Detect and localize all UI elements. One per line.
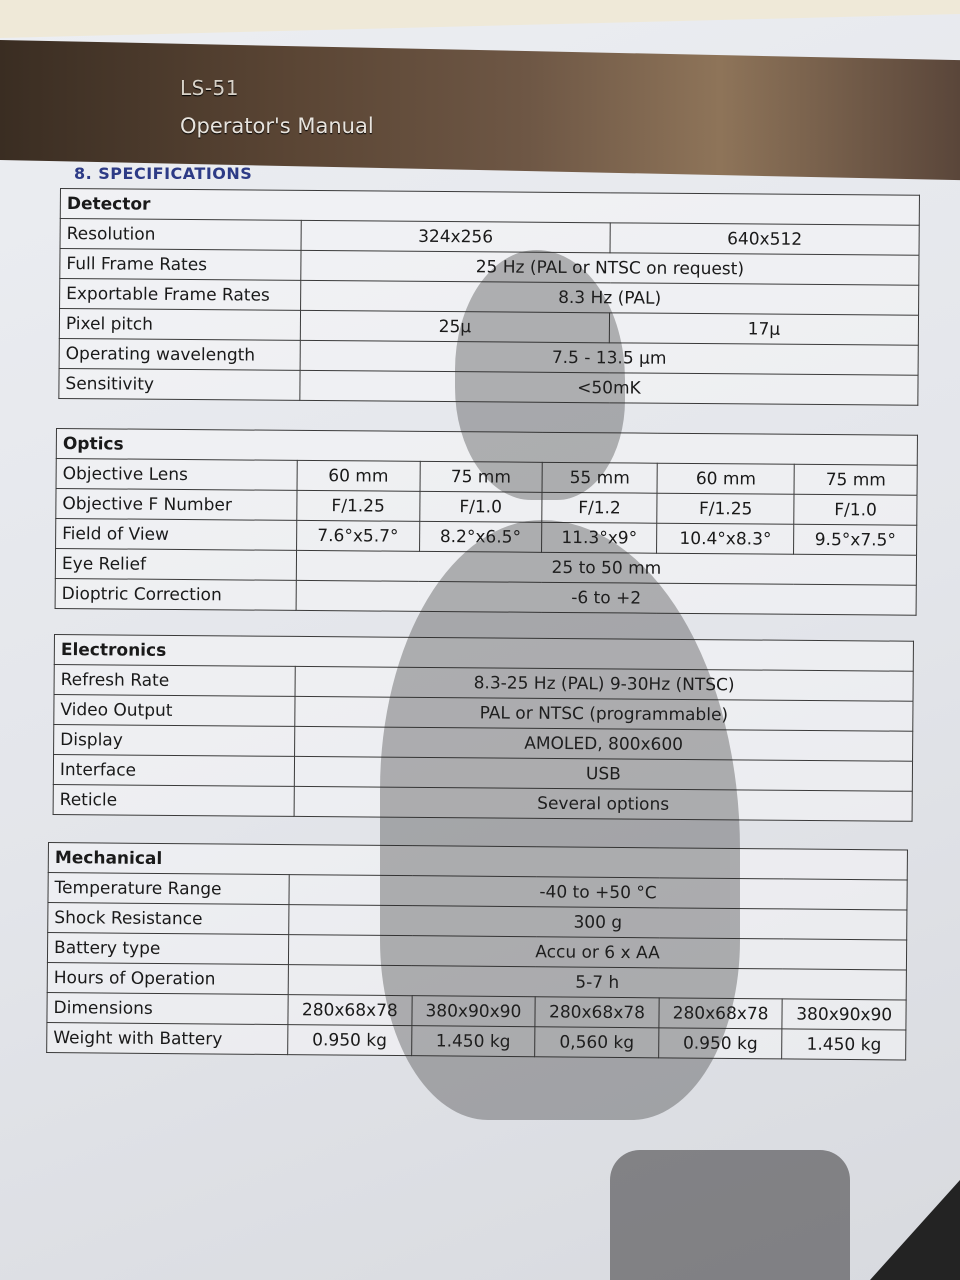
cell-value: F/1.25 [297,490,420,521]
row-label: Objective Lens [56,459,297,491]
cell-value: 9.5°x7.5° [794,524,917,555]
optics-table [55,428,918,616]
cell-value: 0.950 kg [658,1028,782,1059]
row-label: Resolution [60,219,301,251]
row-label: Sensitivity [59,368,300,400]
cell-value: 380x90x90 [412,996,536,1027]
row-label: Operating wavelength [59,338,300,370]
cell-value: 5-7 h [288,965,906,1000]
electronics-table [53,634,914,822]
cell-value: 75 mm [420,461,543,492]
row-label: Display [54,725,295,757]
cell-value: 1.450 kg [782,1029,906,1060]
row-label: Field of View [56,519,297,551]
cell-value: -40 to +50 °C [289,875,907,910]
cell-value: 0.950 kg [288,1025,412,1056]
table-row [53,784,912,821]
cell-value: USB [294,756,912,791]
table-row [55,578,916,615]
cell-value: 324x256 [301,220,610,252]
row-label: Weight with Battery [47,1022,288,1054]
cell-value: F/1.0 [419,491,542,522]
row-label: Full Frame Rates [60,249,301,281]
row-label: Reticle [53,784,294,816]
cell-value: 25 Hz (PAL or NTSC on request) [301,250,919,285]
header-band [0,40,960,180]
row-label: Dioptric Correction [55,578,296,610]
row-label: Interface [53,755,294,787]
cell-value: 17µ [609,313,918,345]
manual-code: LS-51 [180,76,240,100]
cell-value: 0,560 kg [535,1027,659,1058]
cell-value: F/1.0 [794,494,917,525]
cell-value: 75 mm [794,464,917,495]
cell-value: 10.4°x8.3° [657,523,794,554]
cell-value: 280x68x78 [659,998,783,1029]
row-label: Battery type [47,933,288,965]
cell-value: 300 g [289,905,907,940]
row-label: Temperature Range [48,873,289,905]
cell-value: 1.450 kg [411,1026,535,1057]
cell-value: 280x68x78 [288,995,412,1026]
cell-value: 7.6°x5.7° [297,520,420,551]
row-label: Objective F Number [56,489,297,521]
cell-value: Several options [294,786,912,821]
row-label: Dimensions [47,992,288,1024]
mechanical-heading: Mechanical [48,843,907,880]
cell-value: 640x512 [610,223,919,255]
mechanical-table [46,842,908,1060]
section-heading: 8. SPECIFICATIONS [74,164,253,183]
cell-value: 280x68x78 [535,997,659,1028]
cell-value: 11.3°x9° [542,522,657,553]
row-label: Shock Resistance [48,903,289,935]
row-label: Hours of Operation [47,962,288,994]
row-label: Refresh Rate [54,665,295,697]
cell-value: 60 mm [657,463,794,494]
row-label: Exportable Frame Rates [60,279,301,311]
cell-value: -6 to +2 [296,580,916,615]
cell-value: F/1.25 [657,493,794,524]
table-row [59,368,918,405]
cell-value: F/1.2 [542,492,657,523]
manual-title: Operator's Manual [180,114,374,138]
detector-heading: Detector [60,189,919,226]
cell-value: 8.2°x6.5° [419,521,542,552]
cell-value: AMOLED, 800x600 [295,726,913,761]
detector-table [58,188,920,406]
cell-value: 8.3-25 Hz (PAL) 9-30Hz (NTSC) [295,666,913,701]
row-label: Video Output [54,695,295,727]
cell-value: 25µ [300,310,609,342]
cell-value: 25 to 50 mm [296,550,916,585]
cell-value: 55 mm [542,462,657,493]
cell-value: PAL or NTSC (programmable) [295,696,913,731]
row-label: Eye Relief [55,549,296,581]
electronics-heading: Electronics [54,635,913,672]
cell-value: Accu or 6 x AA [288,935,906,970]
row-label: Pixel pitch [59,309,300,341]
cell-value: <50mK [300,370,918,405]
cell-value: 8.3 Hz (PAL) [301,280,919,315]
cell-value: 7.5 - 13.5 µm [300,340,918,375]
optics-heading: Optics [56,429,917,466]
cell-value: 60 mm [297,460,420,491]
cell-value: 380x90x90 [782,999,906,1030]
